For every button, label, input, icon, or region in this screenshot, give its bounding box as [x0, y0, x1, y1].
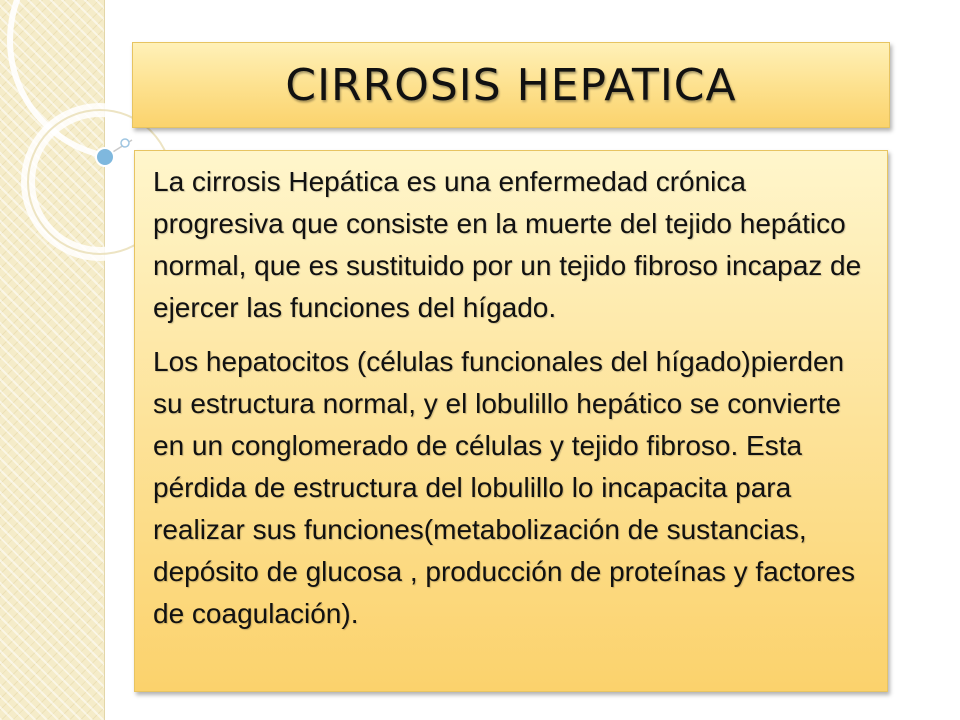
decor-bubble-small — [121, 139, 129, 147]
decor-bubble-blue — [96, 148, 114, 166]
paragraph-hepatocytes: Los hepatocitos (células funcionales del hígado)pierden su estructura normal, y el lobulillo hepático se convierte en un conglomerado de células y tejido fibroso. Esta pérdida de estructura del lobulillo lo incapacita para realizar sus funciones(metabolización de sustancias, depósito de glucosa , producción de proteínas y factores de coagulación). — [153, 346, 855, 629]
slide-title: CIRROSIS HEPATICA — [285, 59, 737, 111]
content-box — [134, 150, 888, 692]
title-box — [132, 42, 890, 128]
paragraph-definition: La cirrosis Hepática es una enfermedad crónica progresiva que consiste en la muerte del tejido hepático normal, que es sustituido por un tejido fibroso incapaz de ejercer las funciones del hígado. — [153, 166, 862, 323]
